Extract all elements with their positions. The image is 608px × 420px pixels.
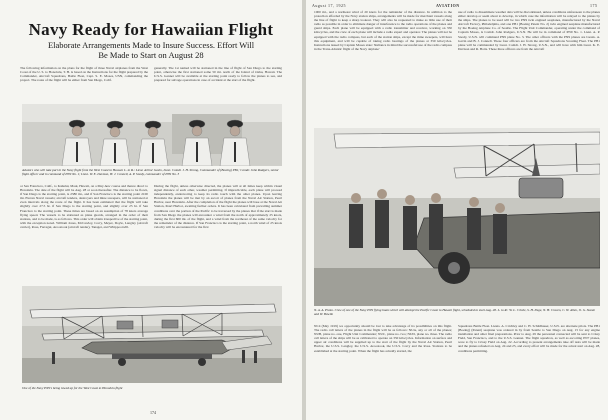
photo-aviators (22, 104, 282, 166)
photo-aviators-caption: Aviators who will take part in the Navy flight from the West Coast to Hawaii. L. to R.: Lieut. Arthur Gavin, Lieut. Comdr. J. H. Strong, Commander of (Boeing) PB1; Comdr. John Rodgers, senior flight officer and in command of PN9 No. 1; Lieut. W. E. Davison, H. J. Connell, A. P. Snody, commander of PN9 No. 3 (22, 168, 279, 176)
right-col2-top: use of radio to disseminate weather data will be discontinued, unless conditions unforeseen to the planes either develop or seem about to develop, in which case the information will be relayed to the planes by the ships. The planes to be used will be two PN9 twin engined seaplanes, manufactured by the Naval Aircraft Factory, Philadelphia, and one PB1 (Boeing Patent No. 2) twin engined seaplane manufactured by the Boeing Airplane Co. of Seattle. The Flight Unit Commander, operating under the command of Captain Moses, is Comdr. John Rodgers, U.S.N. He will be in command of PN9 No. 1. Lieut. A. P. Snody, U.S.N. will command PN9 plane No. 3. The other officers with the PN9 planes are Lieuts. A. Gavin and B. J. Connell. These four officers are from the Aircraft Squadrons Scouting Fleet. The PB1 plane will be commanded by Lieut. Comdr. J. H. Strong, U.S.N., and will have with him Lieut. K. E. Davison and R. Botts. These three officers are from the Aircraft (458, 10, 600, 51)
left-page-number: 174 (150, 410, 156, 415)
magazine-name: AVIATION (436, 3, 460, 8)
right-page (306, 0, 608, 420)
left-col2-body: During the flight, unless otherwise directed, the planes will at all times keep within visual signal distance of each other, weather permitting. If impracticable, each plane will proceed independently, endeavoring to keep its radio touch with the other planes. Upon leaving Honolulu the planes will be met by an escort of planes from the Naval Air Station, Pearl Harbor, near Honolulu. After the completion of the flight the planes will base at the Naval Air Station, Pearl Harbor, awaiting further orders. It has been calculated from prevailing summer conditions over the portion of the Pacific to be traversed by the planes that if the start is made from San Diego the planes will encounter a wind from the north of approximately 25 knots, during the first 600 mi. of the flight, and a wind from the northeast of the same velocity for the remainder of the distance. If San Francisco is the starting point, a north wind of 25 knots velocity will be encountered for the first (154, 184, 282, 229)
article-subtitle (0, 40, 302, 60)
issue-date: August 17, 1925 (312, 3, 347, 8)
right-col2-bottom: Squadrons Battle Fleet. Lieuts. A. Crichley and C. H. Schildhauer, U.S.N. are alternate pilots. The PB1 (Boeing) (Patent) seaplane was ordered in by from Seattle to San Diego on Aug. 15 for any engine installation and other final preparations. Prior to Aug. 29 the personnel connected will be sent to Crissy Field, San Francisco, and to the U.S.S. Gannet. The flight squadron, as well as escorting PN7 planes, were to fly to Crissy Field on Aug. 22. According to present arrangements take off tests will be made and the planes refueled on Aug. 24 and 25, and every effort will be made for the actual start on Aug. 28, conditions permitting. (458, 324, 600, 353)
subtitle-line-1: Elaborate Arrangements Made to Insure Success. Effort Will (47, 40, 255, 50)
photo-flying-boat (22, 286, 282, 383)
left-col2-intro: generally. The 1st named will be stationed in the line of flight of San Diego to the starting point, otherwise the first stationed some 50 mi. north of the Island of Oahu, Hawaii. The U.S.S. Gannet will be available at the starting point ready to follow the planes to sea, and prepared for salvage operations in case of accident at the start of the flight. (154, 66, 282, 83)
photo-crew-caption: N. A. A. Photo. Crew of one of the Navy PN9 flying boats which will attempt the Pacific Coast to Hawaii flight, scheduled to start Aug. 28. L. to R.: W. L. Crisbe, S. H. Page, N. H. Craven, C. W. Allen, O. G. Stantz and W. Bowlin (314, 308, 595, 316)
right-col1-bottom: NC4 (May 1919) we opportunity should be lost to take advantage of its possibilities on this flight. The radio call letters of the planes in the flight will be as follows: NUA, any or all of the planes; NUB, plane no. one, Flight Unit Commander; NUC, plane no. two; NUD, plane no. three. The radio call letters of the ships will be as calibrated to operate on 350 kilocycles. Information on surface and upper air conditions will be supplied up to the start of the flight by the Naval Air Station, Pearl Harbor, the U.S.S. Langley, the U.S.S. Aroostook, the U.S.S. Corry and the Ross. Stations to be established at the starting point. When the flight has actually started, the (314, 324, 452, 353)
article-title: Navy Ready for Hawaiian Flight (28, 20, 274, 39)
subtitle-line-2: Be Made to Start on August 28 (98, 50, 204, 60)
photo-crew (314, 128, 600, 306)
left-col1-intro: The following information on the plans for the flight of three Naval airplanes from the West Coast of the U. S. to Honolulu, T. H. is based on the Instructions for the flight prepared by the Commander, Aircraft Squadrons, Battle Fleet, Capt. S. E. Moses, USN, commanding the project. The route of the flight will be either from San Diego, Calif. (20, 66, 148, 83)
right-col1-top: 1000 mi., and a northeast wind of 20 knots for the remainder of the distance. In addition to the protection afforded by the Navy station ships, arrangements will be made for merchant vessels along the line of flight to keep a sharp lookout. They will also be requested to make as little use of their radio as possible in order to eliminate danger of interference to the radio operations of the planes and guard ships. Each plane will be equipped with a radio transmitter and receiver, working on 350 kilocycles, and the crew of each plane will include a radio expert and operator. The planes will not be equipped with the radio compass, but each of the station ships, except the mine sweepers, will have this equipment, and will be capable of taking radio bearings of the planes at 350 kilocycles. Instructions issued by Captain Moses state: 'Reliance in mind the successful use of the radio compass in the Trans-Atlantic flight of the Navy airplane' (314, 10, 452, 51)
left-col1-body: or San Francisco, Calif., to Kahului, Maui, Hawaii, on a May-hew course and thence direct to Honolulu. The date of the flight will be Aug. 28 or soon thereafter. The distance to be flown, if San Diego is the starting point, is 2380 mi., and if San Francisco is the starting point 2100 mi. Eleven Naval vessels; aircraft tenders, destroyers and mine sweepers, will be stationed at even intervals along the route of the flight. It has been estimated that the flight will take slightly over 27.5 hr. if San Diego is the starting point, and slightly over 25 hr. if San Francisco is the starting point. These times are based on an assumption of 78 knots average flying speed. The vessels to be stationed as plane guards, arranged in the order of their stations, and to be made, is as follows. This order will obtain irrespective of the starting point, with the exception noted. William Jones, McCawley, Corry, Meyer, Doyle, Langley (aircraft carrier), Ross, Farragut, Aroostook (aircraft tender), Tanager, and Whippoorwill. (20, 184, 148, 229)
left-page (0, 0, 302, 420)
photo-flying-boat-caption: One of the Navy PN9's being towed up for the West Coast to Honolulu flight (22, 386, 123, 390)
right-page-number: 175 (590, 3, 598, 8)
